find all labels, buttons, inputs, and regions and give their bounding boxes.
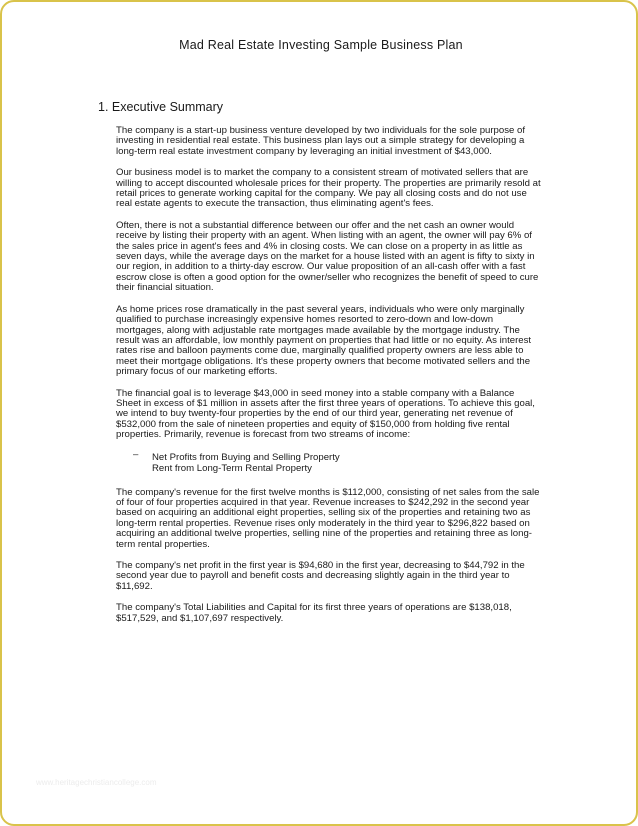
list-item bbox=[116, 448, 542, 463]
paragraph-revenue: The company's revenue for the first twelve months is $112,000, consisting of net sales from the sale of four of four properties acquired in that year. Revenue increases to $242,292 in the second year based on acquiring an additional eight properties, selling six of the properties and retaining two as long-term rental properties. Revenue rises only moderately in the third year to $296,822 based on acquiring an additional twelve properties, selling nine of the properties and retaining three as long-term rental properties. bbox=[116, 486, 540, 550]
paragraph-business-model: Our business model is to market the company to a consistent stream of motivated sellers that are willing to accept discounted wholesale prices for their property. The properties are primarily resold at retail prices to generate working capital for the company. We pay all closing costs and do not use real estate agents to execute the transaction, thus eliminating agent's fees. bbox=[116, 167, 541, 210]
paragraph-market-conditions: As home prices rose dramatically in the past several years, individuals who were only marginally qualified to purchase increasingly expensive homes resorted to zero-down and low-down mortgages, along with adjustable rate mortgages made available by the mortgage industry. The result was an affordable, low monthly payment on properties that had little or no equity. As interest rates rise and balloon payments come due, marginally qualified property owners are less able to meet their mortgage obligations. It's these property owners that become motivated sellers and the primary focus of our marketing efforts. bbox=[116, 303, 532, 378]
paragraph-net-profit: The company's net profit in the first year is $94,680 in the first year, decreasing to $44,792 in the second year due to payroll and benefit costs and decreasing slightly again in the third year to $11,692. bbox=[116, 560, 525, 592]
paragraph-financial-goal: The financial goal is to leverage $43,000 in seed money into a stable company with a Balance Sheet in excess of $1 million in assets after the first three years of operations. To achieve this goal, we intend to buy twenty-four properties by the end of our third year, generating net revenue of $532,000 from the sale of nineteen properties and equity of $150,000 from holding five rental properties. Primarily, revenue is forecast from two streams of income: bbox=[116, 387, 535, 441]
section-heading: 1. Executive Summary bbox=[98, 100, 224, 114]
document-body bbox=[116, 126, 542, 635]
income-streams-list bbox=[116, 448, 542, 474]
list-item-label: Net Profits from Buying and Selling Property bbox=[152, 451, 340, 463]
watermark-text: www.heritagechristiancollege.com bbox=[36, 778, 157, 787]
list-item-label: Rent from Long-Term Rental Property bbox=[152, 462, 312, 474]
dash-bullet-icon: – bbox=[133, 448, 139, 460]
paragraph-liabilities-capital: The company's Total Liabilities and Capital for its first three years of operations are $138,018, $517,529, and $1,107,697 respectively. bbox=[116, 602, 512, 624]
document-title: Mad Real Estate Investing Sample Business Plan bbox=[179, 38, 463, 52]
paragraph-value-proposition: Often, there is not a substantial difference between our offer and the net cash an owner would receive by listing their property with an agent. When listing with an agent, the owner will pay 6% of the sales price in agent's fees and 4% in closing costs. We can close on a property in as little as seven days, while the average days on the market for a house listed with an agent is fifty to sixty in our region, in addition to a thirty-day escrow. Our value proposition of an all-cash offer with a fast escrow close is often a good option for the owner/seller who recognizes the benefit of speed to cure their financial situation. bbox=[116, 219, 539, 294]
list-item bbox=[116, 463, 542, 474]
paragraph-company-overview: The company is a start-up business venture developed by two individuals for the sole purpose of investing in residential real estate. This business plan lays out a simple strategy for developing a long-term real estate investment company by leveraging an initial investment of $43,000. bbox=[116, 125, 526, 157]
